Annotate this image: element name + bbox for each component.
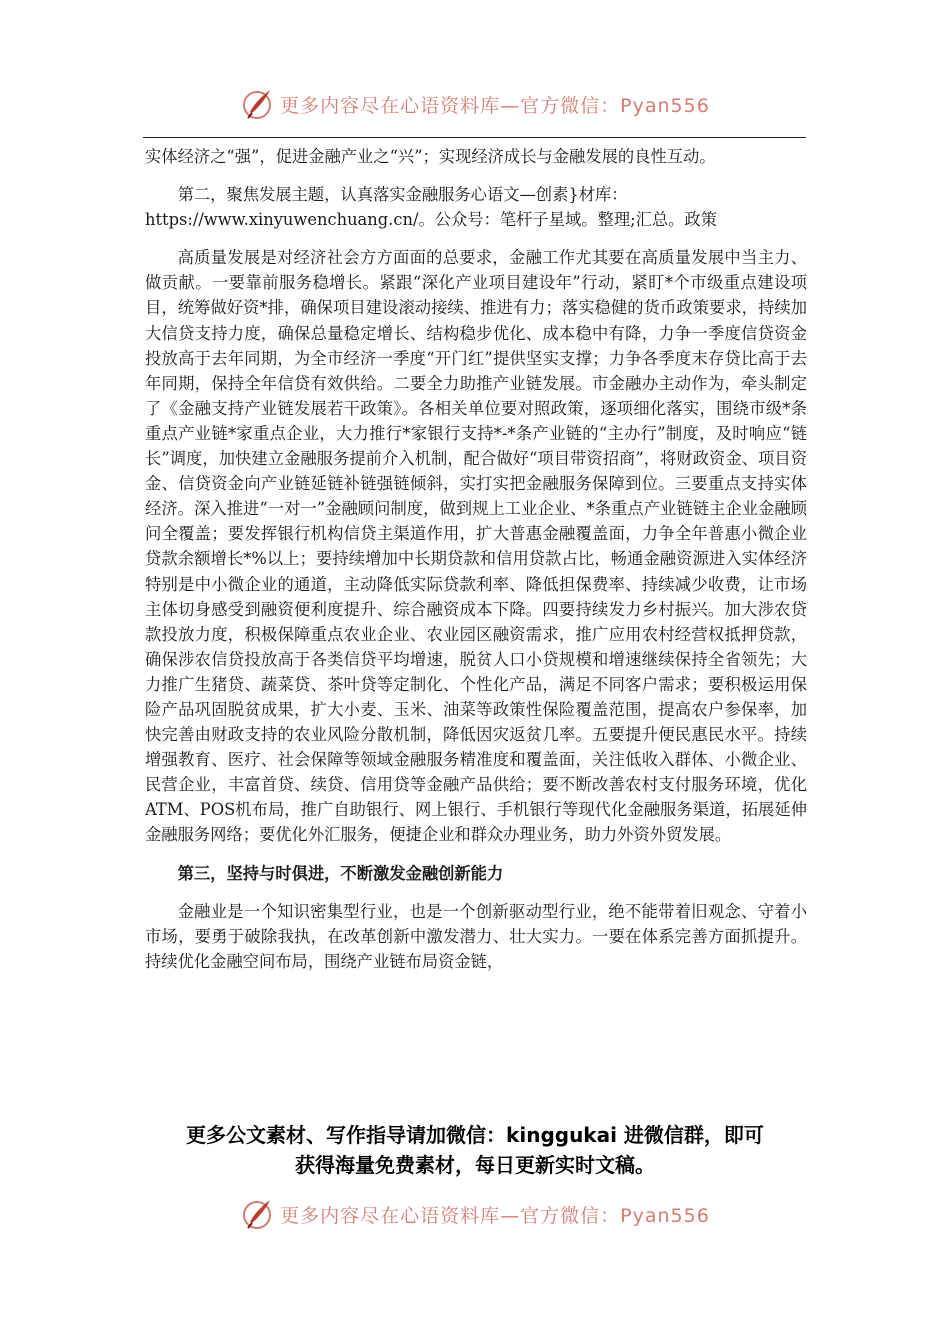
source-url-line: https://www.xinyuwenchuang.cn/。公众号：笔杆子星域。整理;汇总。政策	[145, 210, 717, 230]
quill-logo-icon	[240, 1196, 276, 1232]
paragraph-innovation: 金融业是一个知识密集型行业，也是一个创新驱动型行业，绝不能带着旧观念、守着小市场，要勇于破除我执，在改革创新中激发潜力、壮大实力。一要在体系完善方面抓提升。持续优化金融空间布局，围绕产业链布局资金链，	[145, 901, 807, 971]
promo-banner	[130, 1120, 820, 1180]
section-three-heading: 第三，坚持与时俱进，不断激发金融创新能力	[177, 863, 504, 883]
quill-logo-icon	[240, 86, 276, 122]
section-two-heading	[145, 182, 807, 207]
paragraph-intro: 实体经济之“强”，促进金融产业之“兴”；实现经济成长与金融发展的良性互动。	[145, 147, 716, 166]
footer-watermark	[0, 1192, 950, 1236]
document-body	[145, 144, 807, 974]
watermark-text: 更多内容尽在心语资料库—官方微信：Pyan556	[280, 1204, 710, 1227]
header-watermark	[0, 82, 950, 126]
header-divider	[143, 137, 806, 138]
promo-line-1: 更多公文素材、写作指导请加微信：kinggukai 进微信群，即可	[186, 1123, 764, 1147]
section-two-title: 第二，聚焦发展主题，认真落实金融服务心语文—创素}材库：	[177, 185, 628, 205]
watermark-text: 更多内容尽在心语资料库—官方微信：Pyan556	[280, 94, 710, 117]
paragraph-high-quality-development: 高质量发展是对经济社会方方面面的总要求，金融工作尤其要在高质量发展中当主力、做贡献。一要靠前服务稳增长。紧跟“深化产业项目建设年”行动，紧盯*个市级重点建设项目，统筹做好资*排，确保项目建设滚动接续、推进有力；落实稳健的货币政策要求，持续加大信贷支持力度，确保总量稳定增长、结构稳步优化、成本稳中有降，力争一季度信贷资金投放高于去年同期，为全市经济一季度“开门红”提供坚实支撑；力争各季度末存贷比高于去年同期，保持全年信贷有效供给。二要全力助推产业链发展。市金融办主动作为，牵头制定了《金融支持产业链发展若干政策》。各相关单位要对照政策，逐项细化落实，围绕市级*条重点产业链*家重点企业，大力推行*家银行支持*-*条产业链的“主办行”制度，及时响应“链长”调度，加快建立金融服务提前介入机制，配合做好“项目带资招商”，将财政资金、项目资金、信贷资金向产业链延链补链强链倾斜，实打实把金融服务保障到位。三要重点支持实体经济。深入推进“一对一”金融顾问制度，做到规上工业企业、*条重点产业链链主企业金融顾问全覆盖；要发挥银行机构信贷主渠道作用，扩大普惠金融覆盖面，力争全年普惠小微企业贷款余额增长*%以上；要持续增加中长期贷款和信用贷款占比，畅通金融资源进入实体经济特别是中小微企业的通道，主动降低实际贷款利率、降低担保费率、持续减少收费，让市场主体切身感受到融资便利度提升、综合融资成本下降。四要持续发力乡村振兴。加大涉农贷款投放力度，积极保障重点农业企业、农业园区融资需求，推广应用农村经营权抵押贷款，确保涉农信贷投放高于各类信贷平均增速，脱贫人口小贷规模和增速继续保持全省领先；大力推广生猪贷、蔬菜贷、茶叶贷等定制化、个性化产品，满足不同客户需求；要积极运用保险产品巩固脱贫成果，扩大小麦、玉米、油菜等政策性保险覆盖范围，提高农户参保率，加快完善由财政支持的农业风险分散机制，降低因灾返贫几率。五要提升便民惠民水平。持续增强教育、医疗、社会保障等领域金融服务精准度和覆盖面，关注低收入群体、小微企业、民营企业，丰富首贷、续贷、信用贷等金融产品供给；要不断改善农村支付服务环境，优化ATM、POS机布局，推广自助银行、网上银行、手机银行等现代化金融服务渠道，拓展延伸金融服务网络；要优化外汇服务，便捷企业和群众办理业务，助力外资外贸发展。	[145, 248, 807, 845]
promo-line-2: 获得海量免费素材，每日更新实时文稿。	[295, 1153, 655, 1177]
